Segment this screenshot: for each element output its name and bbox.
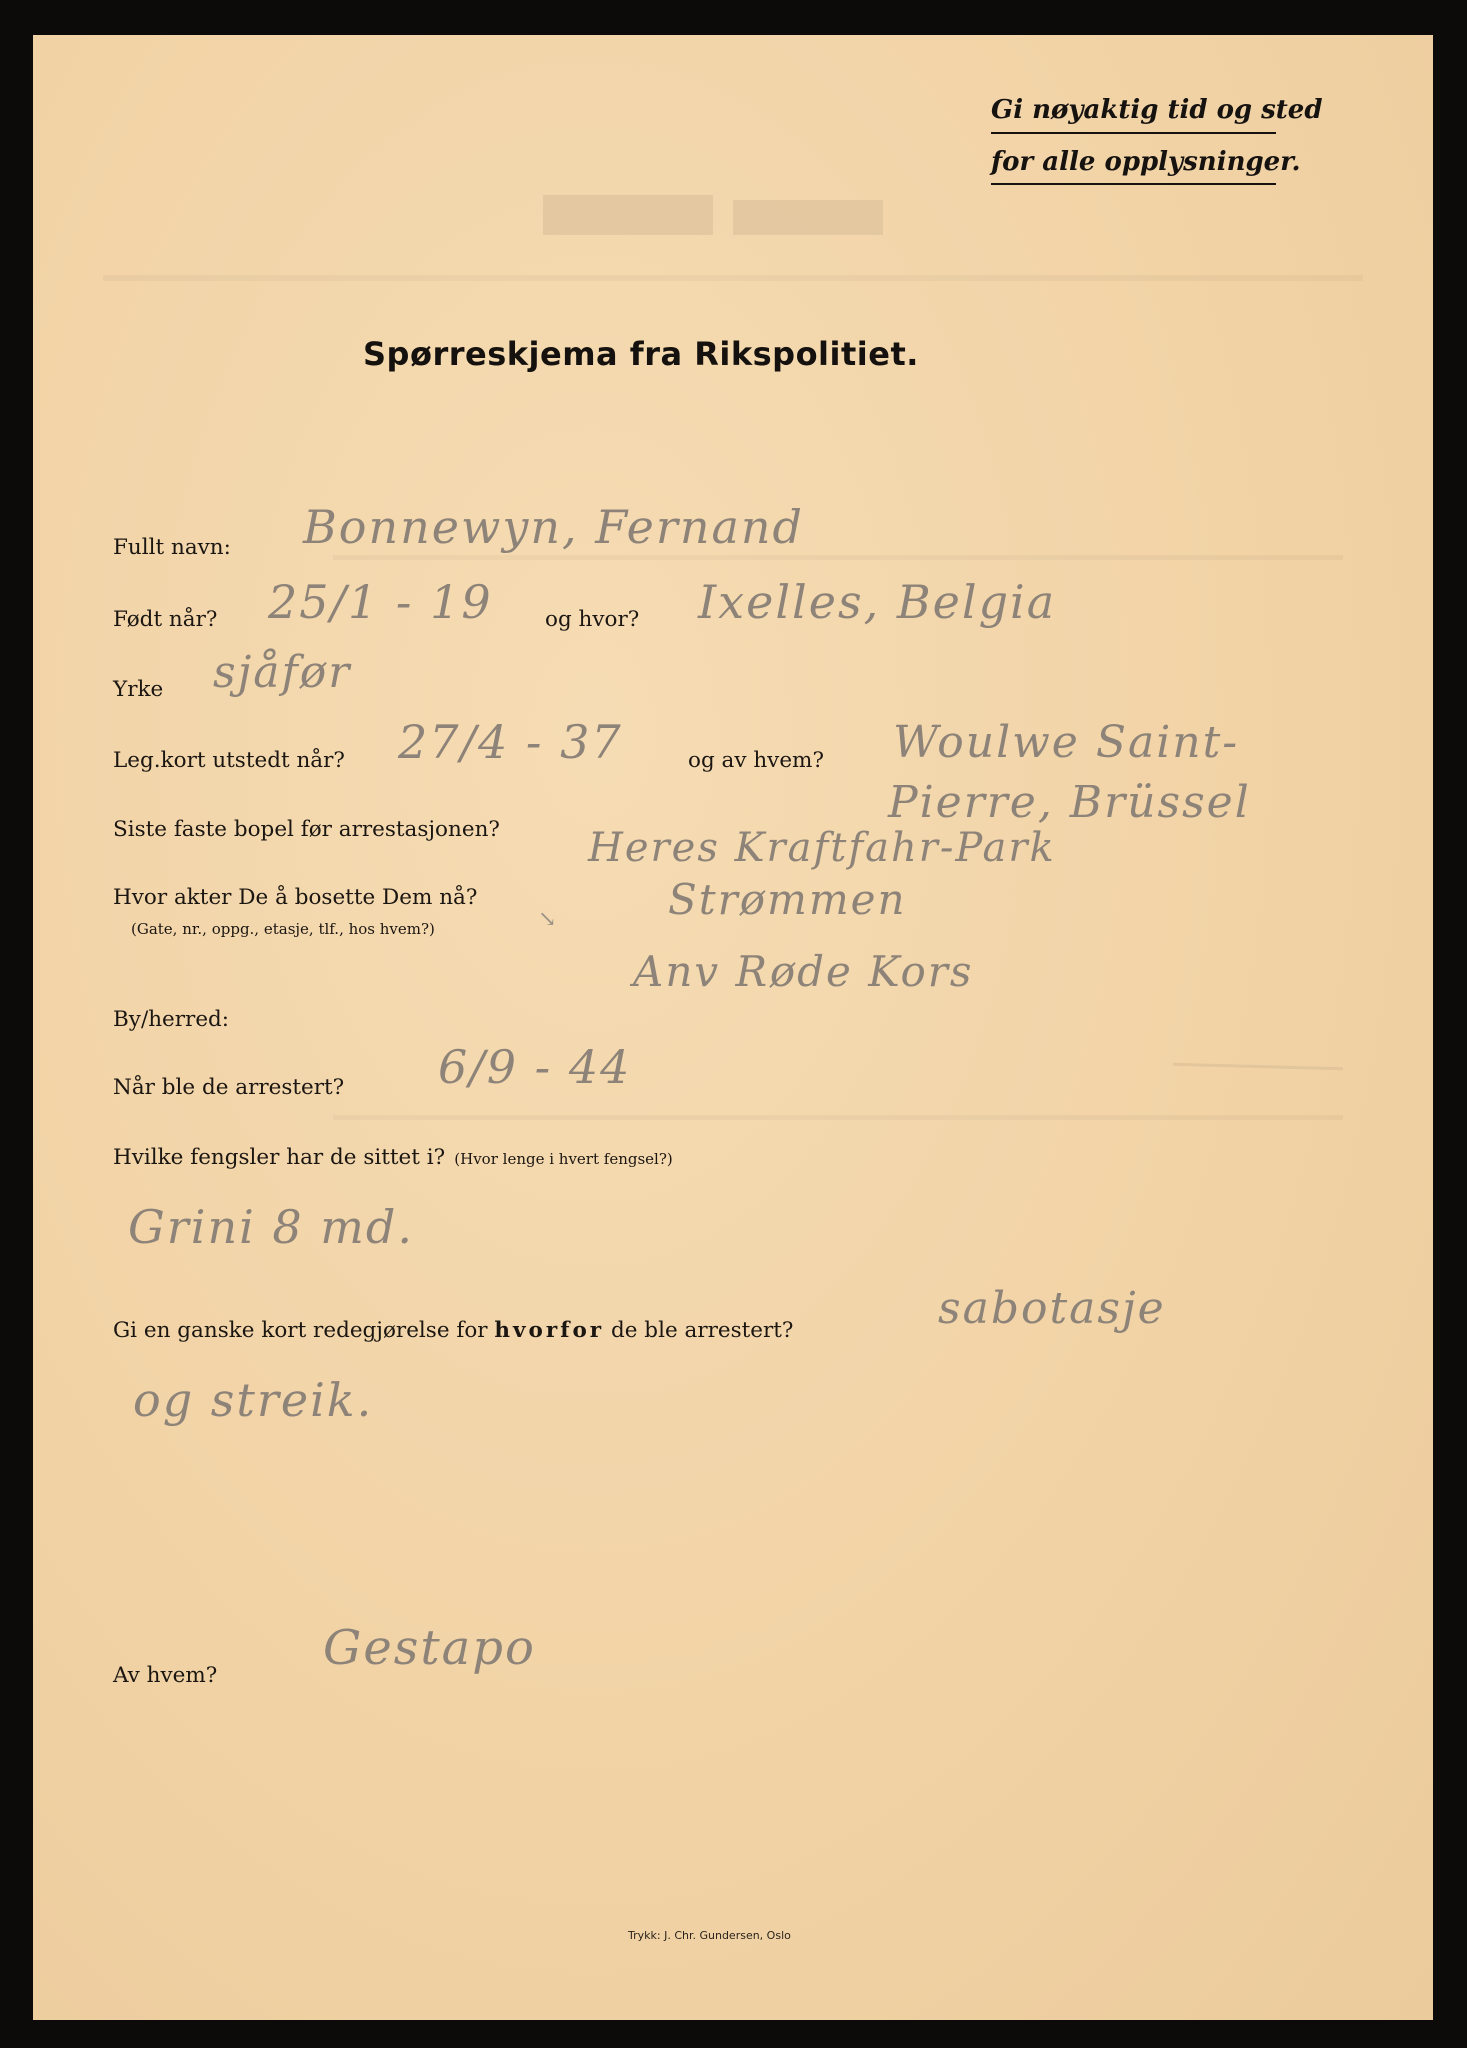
prisons-hint: (Hvor lenge i hvert fengsel?)	[454, 1150, 673, 1168]
reason-value-line1: sabotasje	[938, 1283, 1166, 1334]
header-note-underline	[991, 183, 1276, 185]
born-where-value: Ixelles, Belgia	[698, 575, 1057, 629]
full-name-label: Fullt navn:	[113, 535, 231, 560]
settle-label: Hvor akter De å bosette Dem nå?	[113, 885, 478, 910]
reason-label-end: de ble arrestert?	[610, 1318, 794, 1343]
reason-label-emphasis: hvorfor	[494, 1318, 605, 1343]
last-residence-label: Siste faste bopel før arrestasjonen?	[113, 817, 500, 842]
by-whom-label: Av hvem?	[113, 1663, 218, 1688]
prisons-question	[113, 1145, 673, 1170]
bleed-through	[733, 200, 883, 235]
occupation-label: Yrke	[113, 677, 164, 702]
by-whom-value: Gestapo	[323, 1620, 536, 1676]
reason-label-start: Gi en ganske kort redegjørelse for	[113, 1318, 488, 1343]
id-card-when-label: Leg.kort utstedt når?	[113, 748, 345, 773]
form-sheet	[33, 35, 1433, 2020]
id-card-by-label: og av hvem?	[688, 748, 824, 773]
id-card-when-value: 27/4 - 37	[398, 715, 623, 769]
arrested-when-value: 6/9 - 44	[438, 1040, 632, 1094]
prisons-label: Hvilke fengsler har de sittet i?	[113, 1145, 446, 1170]
born-when-value: 25/1 - 19	[268, 575, 493, 629]
last-residence-value: Heres Kraftfahr-Park	[588, 825, 1056, 871]
header-note-line1: Gi nøyaktig tid og sted	[991, 95, 1323, 125]
settle-hint: (Gate, nr., oppg., etasje, tlf., hos hvem?)	[131, 920, 435, 938]
full-name-value: Bonnewyn, Fernand	[303, 500, 804, 554]
header-note-line2: for alle opplysninger.	[991, 147, 1301, 177]
occupation-value: sjåfør	[213, 647, 352, 698]
id-card-by-value-line2: Pierre, Brüssel	[888, 777, 1251, 828]
reason-question	[113, 1318, 793, 1343]
prisons-value: Grini 8 md.	[128, 1200, 414, 1254]
arrow-icon: ↘	[538, 907, 559, 932]
bleed-through	[103, 275, 1363, 281]
bleed-through	[333, 555, 1343, 560]
town-label: By/herred:	[113, 1007, 230, 1032]
printer-imprint: Trykk: J. Chr. Gundersen, Oslo	[628, 1929, 791, 1942]
bleed-through	[543, 195, 713, 235]
bleed-through	[333, 1115, 1343, 1120]
form-title: Spørreskjema fra Rikspolitiet.	[363, 335, 919, 373]
reason-value-line2: og streik.	[133, 1373, 374, 1427]
bleed-through	[1173, 1063, 1343, 1070]
settle-value-line2: Anv Røde Kors	[633, 947, 974, 996]
header-note-underline	[991, 132, 1276, 134]
settle-value-line1: Strømmen	[668, 875, 907, 924]
born-when-label: Født når?	[113, 607, 218, 632]
arrested-when-label: Når ble de arrestert?	[113, 1075, 345, 1100]
id-card-by-value-line1: Woulwe Saint-	[893, 717, 1240, 768]
born-where-label: og hvor?	[545, 607, 640, 632]
